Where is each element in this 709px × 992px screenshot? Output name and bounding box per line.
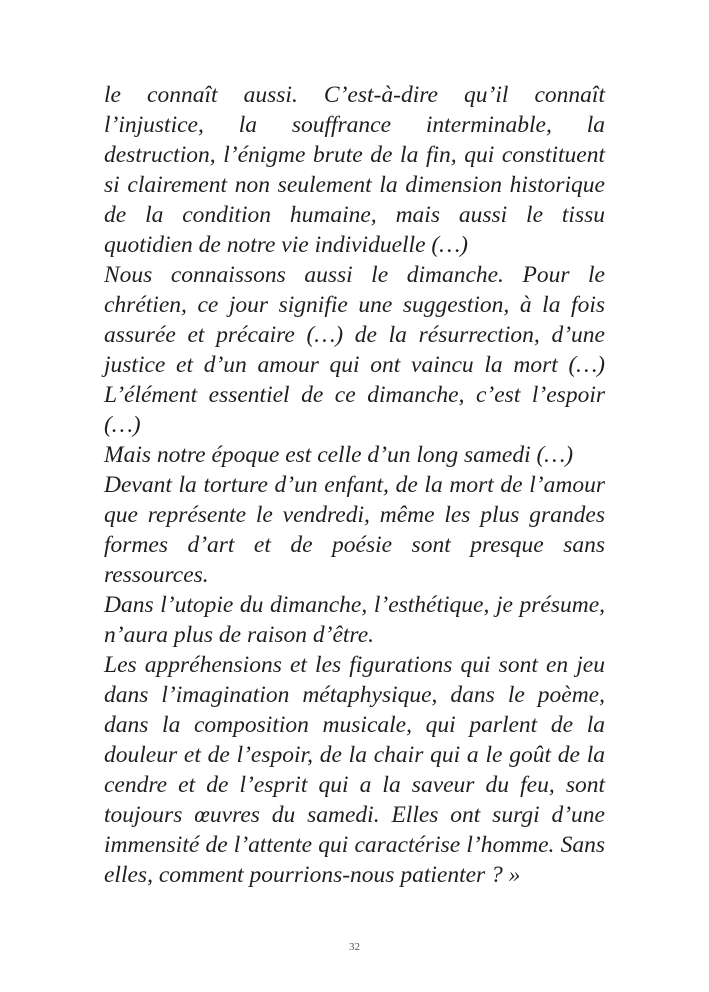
paragraph-2: Nous connaissons aussi le dimanche. Pour le chrétien, ce jour signifie une suggestion, à la fois assurée et précaire (…) de la résurrection, d’une justice et d’un amour qui ont vaincu la mort (…) L’élément essentiel de ce dimanche, c’est l’espoir (…) [104, 262, 605, 438]
paragraph-1: le connaît aussi. C’est-à-dire qu’il connaît l’injustice, la souffrance interminable, la destruction, l’énigme brute de la fin, qui constituent si clairement non seulement la dimension historique de la condition humaine, mais aussi le tissu quotidien de notre vie individuelle (…) [104, 82, 605, 258]
paragraph-3: Mais notre époque est celle d’un long samedi (…) [104, 442, 574, 468]
body-text [104, 80, 605, 890]
paragraph-6: Les appréhensions et les figurations qui sont en jeu dans l’imagination métaphysique, dans le poème, dans la composition musicale, qui parlent de la douleur et de l’espoir, de la chair qui a le goût de la cendre et de l’esprit qui a la saveur du feu, sont toujours œuvres du samedi. Elles ont surgi d’une immensité de l’attente qui caractérise l’homme. Sans elles, comment pourrions-nous patienter ? » [104, 652, 605, 888]
paragraph-4: Devant la torture d’un enfant, de la mort de l’amour que représente le vendredi, même les plus grandes formes d’art et de poésie sont presque sans ressources. [104, 472, 605, 588]
page-number: 32 [349, 941, 360, 953]
paragraph-5: Dans l’utopie du dimanche, l’esthétique, je présume, n’aura plus de raison d’être. [104, 592, 605, 648]
